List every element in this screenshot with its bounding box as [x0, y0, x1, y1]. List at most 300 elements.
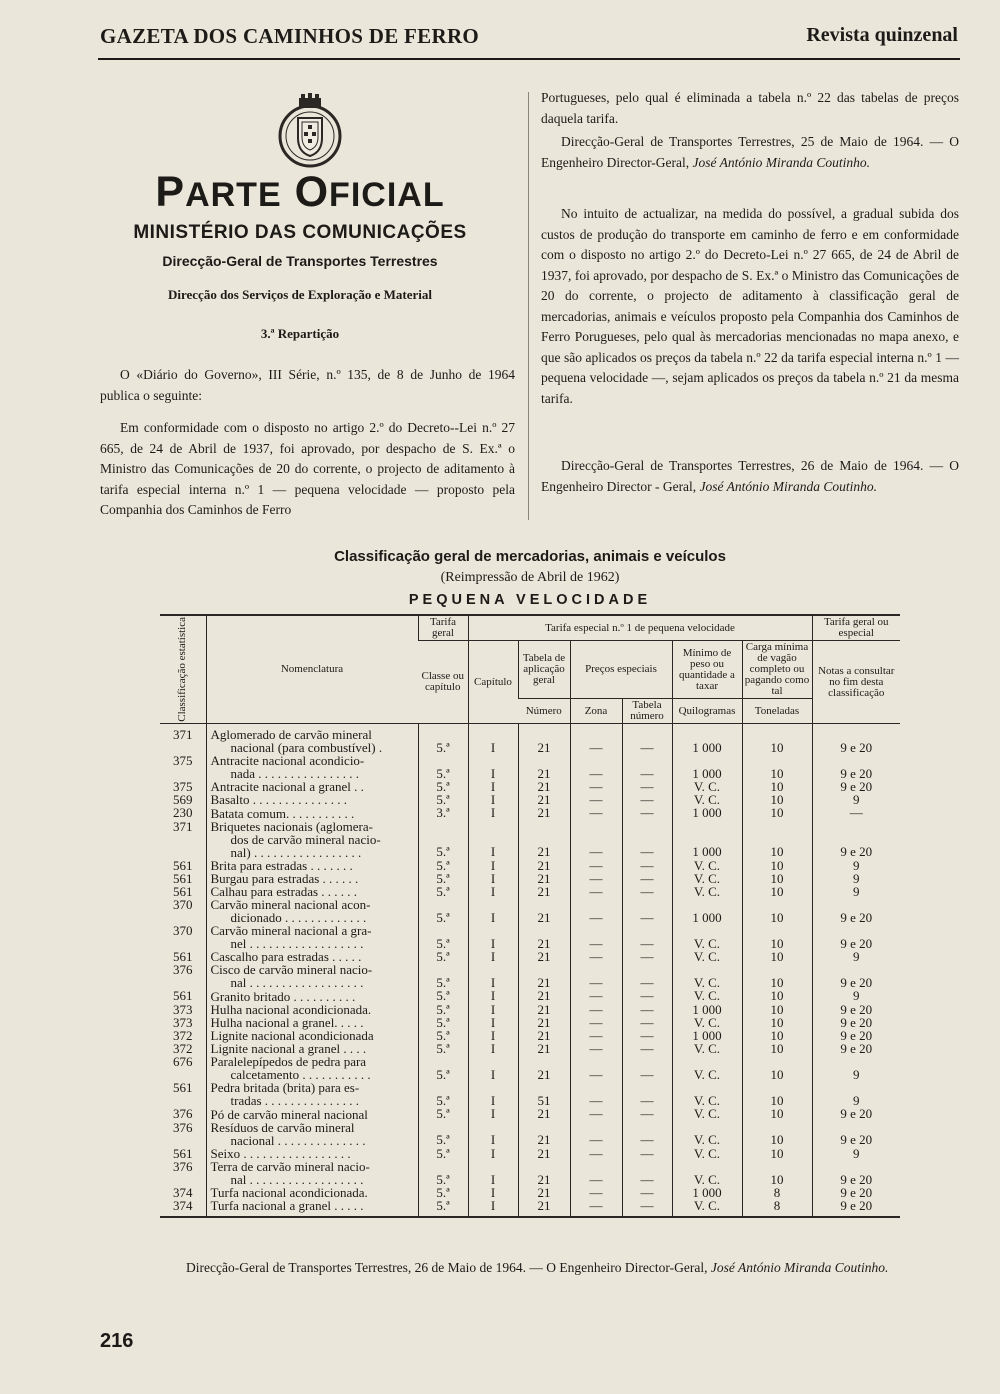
name-line: Batata comum. . . . . . . . . . . [210, 805, 355, 821]
cell-numero: 21 [518, 1003, 570, 1016]
classification-table-wrapper [160, 614, 900, 1218]
cell-name [206, 780, 418, 793]
cell-minimo: 1 000 [672, 820, 742, 859]
cell-minimo: V. C. [672, 1121, 742, 1147]
cell-notas: 9 [812, 793, 900, 806]
right-paragraph-2: Direcção-Geral de Transportes Terrestres, 25 de Maio de 1964. — O Engenheiro Director-Geral, José António Miranda Coutinho. [541, 134, 959, 170]
cell-tabela: — [622, 1147, 672, 1160]
cell-toneladas: 10 [742, 806, 812, 819]
name-line: Burgau para estradas . . . . . . [210, 871, 359, 887]
table-row [160, 1055, 900, 1081]
th-toneladas: Toneladas [742, 699, 812, 724]
cell-code: 376 [173, 1106, 193, 1122]
name-line: Cisco de carvão mineral nacio- [210, 962, 373, 978]
cell-toneladas: 10 [742, 1121, 812, 1147]
cell-minimo: V. C. [672, 885, 742, 898]
cell-code: 370 [173, 923, 193, 939]
cell-capitulo: I [468, 1160, 518, 1186]
cell-code: 561 [173, 857, 193, 873]
cell-capitulo: I [468, 1107, 518, 1120]
name-line: Seixo . . . . . . . . . . . . . . . . . [210, 1145, 351, 1161]
cell-tabela: — [622, 898, 672, 924]
cell-capitulo: I [468, 820, 518, 859]
cell-toneladas: 10 [742, 1042, 812, 1055]
cell-minimo: V. C. [672, 793, 742, 806]
cell-code: 569 [173, 792, 193, 808]
name-line: Hulha nacional a granel. . . . . [210, 1015, 364, 1031]
cell-tabela: — [622, 950, 672, 963]
table-row [160, 1029, 900, 1042]
table-row [160, 1081, 900, 1107]
cell-minimo: V. C. [672, 780, 742, 793]
cell-zona: — [570, 1081, 622, 1107]
cell-zona: — [570, 1055, 622, 1081]
cell-zona: — [570, 885, 622, 898]
cell-toneladas: 10 [742, 872, 812, 885]
cell-name [206, 754, 418, 780]
cell-code: 561 [173, 988, 193, 1004]
table-row [160, 989, 900, 1002]
cell-toneladas: 8 [742, 1199, 812, 1217]
name-line: Granito britado . . . . . . . . . . [210, 988, 356, 1004]
cell-numero: 21 [518, 885, 570, 898]
cell-code: 373 [173, 1014, 193, 1030]
cell-capitulo: I [468, 1186, 518, 1199]
table-row [160, 963, 900, 989]
cell-numero: 21 [518, 1121, 570, 1147]
name-line: dos de carvão mineral nacio- [230, 831, 381, 847]
directorate-heading: Direcção-Geral de Transportes Terrestres [162, 253, 438, 269]
th-nomenclatura: Nomenclatura [206, 615, 418, 724]
name-line: Briquetes nacionais (aglomera- [210, 818, 373, 834]
cell-zona: — [570, 1147, 622, 1160]
name-line: dicionado . . . . . . . . . . . . . [230, 910, 367, 926]
cell-notas: 9 e 20 [812, 1003, 900, 1016]
cell-minimo: V. C. [672, 950, 742, 963]
footer-signature: Direcção-Geral de Transportes Terrestres, 26 de Maio de 1964. — O Engenheiro Director-Geral, José António Miranda Coutinho. [186, 1260, 889, 1275]
th-capitulo: Capítulo [468, 641, 518, 724]
cell-toneladas: 10 [742, 724, 812, 755]
th-tarifa-geral: Tarifa geral [418, 615, 468, 641]
section-title: PARTE OFICIAL [155, 168, 445, 216]
name-line: nada . . . . . . . . . . . . . . . . [230, 766, 360, 781]
cell-numero: 21 [518, 793, 570, 806]
header-rule [98, 58, 960, 60]
cell-name [206, 1147, 418, 1160]
th-notas: Notas a consultar no fim desta classificação [812, 641, 900, 724]
cell-zona: — [570, 1121, 622, 1147]
table-title: Classificação geral de mercadorias, animais e veículos [334, 548, 726, 565]
cell-notas: 9 e 20 [812, 963, 900, 989]
name-line: Pedra britada (brita) para es- [210, 1080, 360, 1096]
cell-tabela: — [622, 963, 672, 989]
cell-minimo: V. C. [672, 1147, 742, 1160]
table-row [160, 1003, 900, 1016]
cell-zona: — [570, 898, 622, 924]
cell-name [206, 924, 418, 950]
classification-table [160, 614, 900, 1218]
cell-zona: — [570, 1016, 622, 1029]
cell-classe: 5.ª [418, 1121, 468, 1147]
cell-name [206, 1121, 418, 1147]
cell-name [206, 1081, 418, 1107]
th-tarifa-geral-especial: Tarifa geral ou especial [812, 615, 900, 641]
cell-name [206, 1055, 418, 1081]
cell-notas: 9 e 20 [812, 1042, 900, 1055]
cell-capitulo: I [468, 1081, 518, 1107]
cell-zona: — [570, 793, 622, 806]
cell-numero: 51 [518, 1081, 570, 1107]
cell-notas: 9 e 20 [812, 898, 900, 924]
cell-notas: 9 e 20 [812, 1160, 900, 1186]
cell-numero: 21 [518, 1042, 570, 1055]
table-row [160, 859, 900, 872]
cell-numero: 21 [518, 1107, 570, 1120]
cell-tabela: — [622, 1107, 672, 1120]
cell-minimo: V. C. [672, 963, 742, 989]
cell-toneladas: 10 [742, 885, 812, 898]
cell-numero: 21 [518, 724, 570, 755]
cell-zona: — [570, 963, 622, 989]
cell-tabela: — [622, 1081, 672, 1107]
cell-notas: 9 [812, 989, 900, 1002]
cell-tabela: — [622, 1121, 672, 1147]
cell-code: 373 [173, 1001, 193, 1017]
cell-minimo: V. C. [672, 1016, 742, 1029]
cell-name [206, 1160, 418, 1186]
cell-capitulo: I [468, 963, 518, 989]
cell-toneladas: 10 [742, 950, 812, 963]
cell-capitulo: I [468, 806, 518, 819]
cell-code: 375 [173, 779, 193, 794]
table-row [160, 1121, 900, 1147]
cell-capitulo: I [468, 780, 518, 793]
cell-toneladas: 10 [742, 924, 812, 950]
name-line: Pó de carvão mineral nacional [210, 1106, 368, 1122]
cell-toneladas: 10 [742, 1055, 812, 1081]
cell-minimo: V. C. [672, 1107, 742, 1120]
cell-capitulo: I [468, 1042, 518, 1055]
cell-minimo: V. C. [672, 1042, 742, 1055]
cell-zona: — [570, 989, 622, 1002]
cell-code: 371 [173, 818, 193, 834]
cell-classe: 5.ª [418, 1055, 468, 1081]
cell-notas: 9 [812, 859, 900, 872]
cell-notas: 9 e 20 [812, 754, 900, 780]
cell-numero: 21 [518, 859, 570, 872]
cell-capitulo: I [468, 754, 518, 780]
cell-capitulo: I [468, 885, 518, 898]
cell-toneladas: 10 [742, 1107, 812, 1120]
right-paragraph-1: Portugueses, pelo qual é eliminada a tabela n.º 22 das tabelas de preços daquela tarifa. [541, 90, 959, 126]
cell-code: 375 [173, 753, 193, 768]
cell-classe: 5.ª [418, 963, 468, 989]
table-row [160, 1107, 900, 1120]
cell-zona: — [570, 754, 622, 780]
cell-minimo: V. C. [672, 859, 742, 872]
cell-capitulo: I [468, 950, 518, 963]
cell-notas: 9 e 20 [812, 724, 900, 755]
cell-name [206, 1029, 418, 1042]
cell-toneladas: 10 [742, 1147, 812, 1160]
table-row [160, 793, 900, 806]
cell-notas: 9 e 20 [812, 924, 900, 950]
cell-classe: 5.ª [418, 1199, 468, 1217]
name-line: Paralelepípedos de pedra para [210, 1054, 367, 1070]
cell-code: 372 [173, 1041, 193, 1057]
cell-code: 676 [173, 1054, 193, 1070]
cell-notas: 9 [812, 872, 900, 885]
cell-zona: — [570, 872, 622, 885]
cell-classe: 5.ª [418, 885, 468, 898]
cell-name [206, 1003, 418, 1016]
cell-minimo: 1 000 [672, 1029, 742, 1042]
journal-title: GAZETA DOS CAMINHOS DE FERRO [100, 24, 480, 48]
cell-tabela: — [622, 885, 672, 898]
cell-zona: — [570, 1160, 622, 1186]
name-line: Turfa nacional a granel . . . . . [210, 1198, 364, 1214]
table-row [160, 1199, 900, 1217]
cell-code: 376 [173, 1119, 193, 1135]
table-row [160, 780, 900, 793]
cell-name [206, 1107, 418, 1120]
cell-classe: 5.ª [418, 780, 468, 793]
cell-numero: 21 [518, 989, 570, 1002]
cell-zona: — [570, 1199, 622, 1217]
name-line: nel . . . . . . . . . . . . . . . . . . [230, 936, 364, 952]
cell-capitulo: I [468, 1199, 518, 1217]
cell-minimo: 1 000 [672, 1186, 742, 1199]
name-line: Aglomerado de carvão mineral [210, 727, 372, 742]
cell-classe: 5.ª [418, 724, 468, 755]
cell-toneladas: 10 [742, 754, 812, 780]
service-heading: Direcção dos Serviços de Exploração e Material [167, 287, 433, 302]
cell-tabela: — [622, 806, 672, 819]
th-zona: Zona [570, 699, 622, 724]
ministry-heading: MINISTÉRIO DAS COMUNICAÇÕES [133, 222, 467, 243]
cell-code: 561 [173, 884, 193, 900]
cell-notas: 9 e 20 [812, 1016, 900, 1029]
name-line: calcetamento . . . . . . . . . . . [230, 1067, 371, 1083]
cell-code: 561 [173, 949, 193, 965]
cell-name [206, 989, 418, 1002]
cell-code: 561 [173, 1145, 193, 1161]
cell-code: 230 [173, 805, 193, 821]
cell-tabela: — [622, 872, 672, 885]
table-speed-heading: PEQUENA VELOCIDADE [408, 592, 652, 608]
cell-classe: 5.ª [418, 898, 468, 924]
cell-classe: 5.ª [418, 1107, 468, 1120]
table-row [160, 924, 900, 950]
cell-tabela: — [622, 780, 672, 793]
cell-toneladas: 10 [742, 780, 812, 793]
cell-notas: 9 [812, 885, 900, 898]
table-reprint-note: (Reimpressão de Abril de 1962) [440, 570, 620, 585]
cell-tabela: — [622, 1055, 672, 1081]
table-row [160, 754, 900, 780]
table-row [160, 1160, 900, 1186]
right-paragraph-4: Direcção-Geral de Transportes Terrestres, 26 de Maio de 1964. — O Engenheiro Director - Geral, José António Miranda Coutinho. [541, 458, 959, 494]
cell-capitulo: I [468, 1029, 518, 1042]
cell-tabela: — [622, 1042, 672, 1055]
cell-classe: 5.ª [418, 1186, 468, 1199]
cell-toneladas: 10 [742, 989, 812, 1002]
cell-code: 376 [173, 1158, 193, 1174]
name-line: Antracite nacional acondicio- [210, 753, 365, 768]
cell-minimo: 1 000 [672, 898, 742, 924]
cell-zona: — [570, 1003, 622, 1016]
table-row [160, 872, 900, 885]
name-line: Resíduos de carvão mineral [210, 1119, 355, 1135]
cell-numero: 21 [518, 898, 570, 924]
cell-numero: 21 [518, 950, 570, 963]
name-line: Calhau para estradas . . . . . . [210, 884, 358, 900]
cell-numero: 21 [518, 806, 570, 819]
cell-classe: 5.ª [418, 793, 468, 806]
cell-numero: 21 [518, 1055, 570, 1081]
cell-classe: 5.ª [418, 754, 468, 780]
cell-name [206, 859, 418, 872]
table-row [160, 820, 900, 859]
cell-classe: 5.ª [418, 820, 468, 859]
cell-minimo: 1 000 [672, 754, 742, 780]
name-line: nal . . . . . . . . . . . . . . . . . . [230, 975, 364, 991]
th-classe: Classe ou capítulo [418, 641, 468, 724]
cell-notas: — [812, 806, 900, 819]
cell-toneladas: 10 [742, 963, 812, 989]
th-classificacao: Classificação estatística [160, 615, 206, 724]
cell-numero: 21 [518, 1029, 570, 1042]
cell-minimo: 1 000 [672, 724, 742, 755]
cell-zona: — [570, 806, 622, 819]
left-paragraph-1: O «Diário do Governo», III Série, n.º 135, de 8 de Junho de 1964 publica o seguinte: [100, 367, 515, 403]
name-line: nal . . . . . . . . . . . . . . . . . . [230, 1171, 364, 1187]
cell-classe: 5.ª [418, 872, 468, 885]
th-tarifa-especial: Tarifa especial n.º 1 de pequena velocidade [468, 615, 812, 641]
name-line: Terra de carvão mineral nacio- [210, 1158, 370, 1174]
cell-tabela: — [622, 1199, 672, 1217]
cell-code: 371 [173, 727, 193, 742]
th-numero: Número [518, 699, 570, 724]
cell-numero: 21 [518, 1016, 570, 1029]
cell-tabela: — [622, 1186, 672, 1199]
cell-capitulo: I [468, 1121, 518, 1147]
journal-frequency: Revista quinzenal [806, 24, 958, 46]
cell-capitulo: I [468, 724, 518, 755]
cell-capitulo: I [468, 872, 518, 885]
cell-code: 561 [173, 870, 193, 886]
cell-minimo: V. C. [672, 1055, 742, 1081]
cell-zona: — [570, 924, 622, 950]
cell-zona: — [570, 724, 622, 755]
cell-toneladas: 10 [742, 859, 812, 872]
cell-classe: 5.ª [418, 1042, 468, 1055]
cell-classe: 5.ª [418, 1081, 468, 1107]
th-tabela-aplic: Tabela de aplicação geral [518, 641, 570, 699]
cell-name [206, 898, 418, 924]
name-line: Carvão mineral nacional acon- [210, 897, 371, 913]
th-carga: Carga mínima de vagão completo ou pagando como tal [742, 641, 812, 699]
cell-numero: 21 [518, 1199, 570, 1217]
th-quilogramas: Quilogramas [672, 699, 742, 724]
cell-zona: — [570, 1042, 622, 1055]
th-precos: Preços especiais [570, 641, 672, 699]
right-paragraph-3: No intuito de actualizar, na medida do possível, a gradual subida dos custos de produção do transporte em caminho de ferro e em conformidade com o disposto no artigo 2.º do Decreto-Lei n.º 27 665, de 24 de Abril de 1937, foi aprovado, por despacho de S. Ex.ª o Ministro das Comunicações de 20 do corrente, o projecto de aditamento à classificação geral de mercadorias, animais e veículos proposto pela Companhia dos Caminhos de Ferro Porugueses, pelo qual às mercadorias mencionadas no mapa anexo, e que são aplicados os preços da tabela n.º 22 da tarifa especial interna n.º 1 — pequena velocidade —, sejam aplicados os preços da tabela n.º 21 da mesma tarifa. [541, 206, 959, 406]
cell-minimo: V. C. [672, 1160, 742, 1186]
cell-toneladas: 10 [742, 1160, 812, 1186]
cell-tabela: — [622, 1003, 672, 1016]
name-line: nacional (para combustível) . [230, 740, 383, 755]
cell-zona: — [570, 859, 622, 872]
cell-numero: 21 [518, 820, 570, 859]
cell-minimo: V. C. [672, 1081, 742, 1107]
name-line: Hulha nacional acondicionada. [210, 1001, 372, 1017]
th-minimo: Mínimo de peso ou quantidade a taxar [672, 641, 742, 699]
table-row [160, 898, 900, 924]
cell-classe: 5.ª [418, 989, 468, 1002]
name-line: Lignite nacional a granel . . . . [210, 1041, 367, 1057]
cell-code: 370 [173, 897, 193, 913]
cell-capitulo: I [468, 793, 518, 806]
left-paragraph-2: Em conformidade com o disposto no artigo 2.º do Decreto--Lei n.º 27 665, de 24 de Abril de 1937, foi aprovado, por despacho de S. Ex.ª o Ministro das Comunicações de 20 do corrente, o projecto de aditamento à tarifa especial interna n.º 1 — pequena velocidade — proposto pela Companhia dos Caminhos de Ferro [100, 420, 515, 517]
cell-numero: 21 [518, 780, 570, 793]
cell-notas: 9 [812, 1147, 900, 1160]
cell-numero: 21 [518, 1186, 570, 1199]
cell-tabela: — [622, 793, 672, 806]
cell-notas: 9 e 20 [812, 1029, 900, 1042]
page-number: 216 [100, 1330, 134, 1352]
cell-zona: — [570, 950, 622, 963]
cell-notas: 9 e 20 [812, 820, 900, 859]
cell-numero: 21 [518, 924, 570, 950]
cell-code: 376 [173, 962, 193, 978]
cell-name [206, 820, 418, 859]
cell-classe: 5.ª [418, 1029, 468, 1042]
cell-tabela: — [622, 924, 672, 950]
table-row [160, 1147, 900, 1160]
name-line: Brita para estradas . . . . . . . [210, 857, 353, 873]
cell-toneladas: 10 [742, 793, 812, 806]
cell-tabela: — [622, 1029, 672, 1042]
cell-name [206, 872, 418, 885]
cell-zona: — [570, 820, 622, 859]
cell-name [206, 724, 418, 755]
cell-notas: 9 [812, 1081, 900, 1107]
cell-capitulo: I [468, 989, 518, 1002]
table-row [160, 724, 900, 755]
name-line: Carvão mineral nacional a gra- [210, 923, 372, 939]
cell-numero: 21 [518, 754, 570, 780]
cell-numero: 21 [518, 1147, 570, 1160]
cell-name [206, 963, 418, 989]
cell-notas: 9 e 20 [812, 1186, 900, 1199]
cell-numero: 21 [518, 1160, 570, 1186]
name-line: Lignite nacional acondicionada [210, 1028, 374, 1044]
th-tabela-numero: Tabela número [622, 699, 672, 724]
cell-classe: 5.ª [418, 950, 468, 963]
cell-tabela: — [622, 859, 672, 872]
cell-capitulo: I [468, 1003, 518, 1016]
cell-classe: 5.ª [418, 859, 468, 872]
name-line: Basalto . . . . . . . . . . . . . . . [210, 792, 347, 808]
table-row [160, 1016, 900, 1029]
cell-name [206, 793, 418, 806]
name-line: Antracite nacional a granel . . [210, 779, 364, 795]
cell-name [206, 1016, 418, 1029]
column-divider [528, 92, 529, 520]
cell-notas: 9 e 20 [812, 780, 900, 793]
cell-tabela: — [622, 754, 672, 780]
